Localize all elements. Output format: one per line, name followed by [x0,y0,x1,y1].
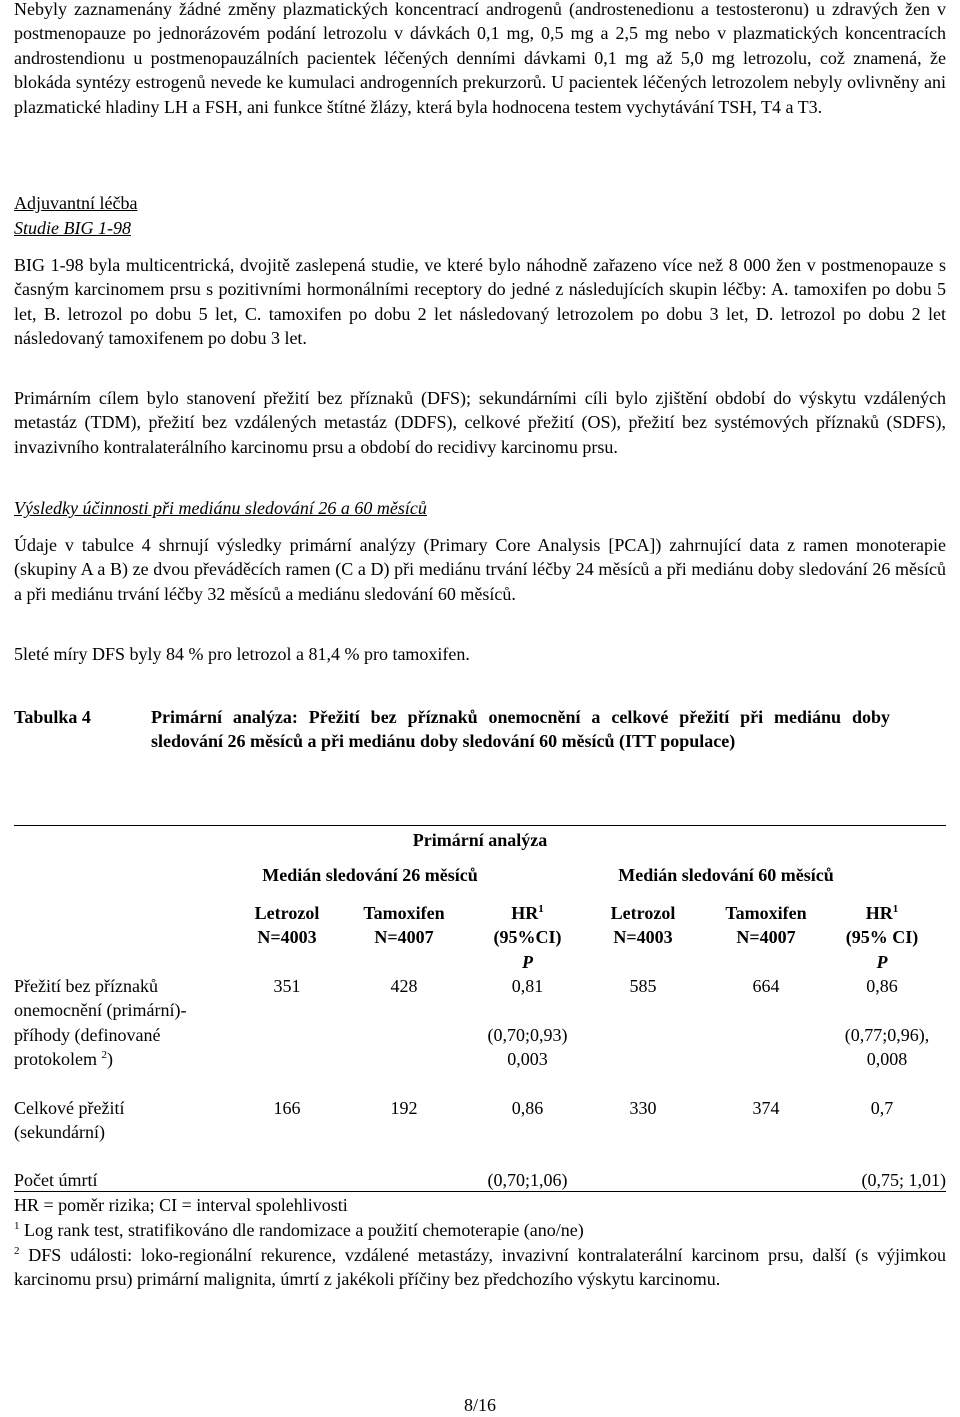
table-caption: Primární analýza: Přežití bez příznaků onemocnění a celkové přežití při mediánu doby sledování 26 měsíců a při mediánu doby sledování 60 měsíců (ITT populace) [151,707,890,752]
table-subheader-60: Medián sledování 60 měsíců [618,865,834,885]
cell-os-tam-60: 374 [752,1098,780,1118]
heading-results: Výsledky účinnosti při mediánu sledování 26 a 60 měsíců [14,498,427,518]
cell-os-hr-26: 0,86 [511,1098,544,1118]
table-top-rule [14,825,946,826]
cell-dfs-let-26: 351 [273,976,301,996]
row-dfs-label: Přežití bez příznaků onemocnění (primární)- příhody (definované protokolem $^2$) [14,976,187,1070]
table-subheader-26: Medián sledování 26 měsíců [262,865,478,885]
paragraph-hormones: Nebyly zaznamenány žádné změny plazmatických koncentrací androgenů (androstenedionu a testosteronu) u zdravých žen v postmenopauze po jednorázovém podání letrozolu v dávkách 0,1 mg, 0,5 mg a 2,5 mg nebo v plazmatických koncentracích androstendionu u postmenopauzálních pacientek léčených denními dávkami 0,1 mg až 5,0 mg letrozolu, což znamená, že blokáda syntézy estrogenů nevede ke kumulaci androgenních prekurzorů. U pacientek léčených letrozolem nebyly ovlivněny ani plazmatické hladiny LH a FSH, ani funkce štítné žlázy, která byla hodnocena testem vychytávání TSH, T4 a T3. [14,0,946,117]
page-number: 8/16 [463,1395,496,1415]
cell-os-tam-26: 192 [390,1098,418,1118]
cell-dfs-tam-26: 428 [390,976,418,996]
cell-os-let-26: 166 [273,1098,301,1118]
col-tamoxifen-60: Tamoxifen N=4007 [725,903,807,948]
table-bottom-rule [14,1191,946,1192]
footnote-2: $^2$ DFS události: loko-regionální rekurence, vzdálené metastázy, invazivní kontralaterální karcinom prsu, další (s výjimkou karcinomu prsu) primární malignita, úmrtí z jakékoli příčiny bez předchozího výskytu karcinomu. [14,1245,946,1290]
cell-dfs-hr-26: 0,81 [511,976,544,996]
cell-dfs-let-60: 585 [629,976,657,996]
cell-dfs-ci-60: (0,77;0,96), 0,008 [844,1025,930,1070]
paragraph-dfs-rates: 5leté míry DFS byly 84 % pro letrozol a 81,4 % pro tamoxifen. [14,644,470,664]
col-tamoxifen-26: Tamoxifen N=4007 [363,903,445,948]
cell-dfs-tam-60: 664 [752,976,780,996]
col-letrozol-26: Letrozol N=4003 [254,903,320,948]
cell-dfs-hr-60: 0,86 [866,976,898,996]
col-letrozol-60: Letrozol N=4003 [610,903,676,948]
cell-deaths-ci-26: (0,70;1,06) [487,1170,568,1190]
cell-dfs-ci-26: (0,70;0,93) 0,003 [487,1025,568,1070]
table-label: Tabulka 4 [14,707,91,727]
cell-os-hr-60: 0,7 [870,1098,894,1118]
row-deaths-label: Počet úmrtí [14,1170,98,1190]
heading-study: Studie BIG 1-98 [14,218,131,238]
footnote-abbreviations: HR = poměr rizika; CI = interval spolehlivosti [14,1195,348,1215]
paragraph-table-intro: Údaje v tabulce 4 shrnují výsledky primární analýzy (Primary Core Analysis [PCA]) zahrnující data z ramen monoterapie (skupiny A a B) ze dvou převáděcích ramen (C a D) při mediánu trvání léčby 24 měsíců a při mediánu doby sledování 26 měsíců a při mediánu trvání léčby 32 měsíců a mediánu sledování 60 měsíců. [14,535,946,604]
cell-deaths-ci-60: (0,75; 1,01) [861,1170,946,1190]
col-hr-60: $HR^1$ (95% CI) P [845,903,919,972]
paragraph-objectives: Primárním cílem bylo stanovení přežití bez příznaků (DFS); sekundárními cíli bylo zjištění období do výskytu vzdálených metastáz (TDM), přežití bez vzdálených metastáz (DDFS), celkové přežití (OS), přežití bez systémových příznaků (SDFS), invazivního kontralaterálního karcinomu prsu a období do recidivy karcinomu prsu. [14,388,946,457]
row-os-label: Celkové přežití (sekundární) [14,1098,125,1143]
table-group-header: Primární analýza [412,830,548,850]
paragraph-study-design: BIG 1-98 byla multicentrická, dvojitě zaslepená studie, ve které bylo náhodně zařazeno více než 8 000 žen v postmenopauze s časným karcinomem prsu s pozitivními hormonálními receptory do jedné z následujících skupin léčby: A. tamoxifen po dobu 5 let, B. letrozol po dobu 5 let, C. tamoxifen po dobu 2 let následovaný letrozolem po dobu 3 let, D. letrozol po dobu 2 let následovaný tamoxifenem po dobu 3 let. [14,255,946,349]
cell-os-let-60: 330 [629,1098,657,1118]
footnote-1: $^1$ Log rank test, stratifikováno dle randomizace a použití chemoterapie (ano/ne) [14,1220,584,1240]
col-hr-26: $HR^1$ (95%CI) P [493,903,562,972]
heading-adjuvant: Adjuvantní léčba [14,193,138,213]
